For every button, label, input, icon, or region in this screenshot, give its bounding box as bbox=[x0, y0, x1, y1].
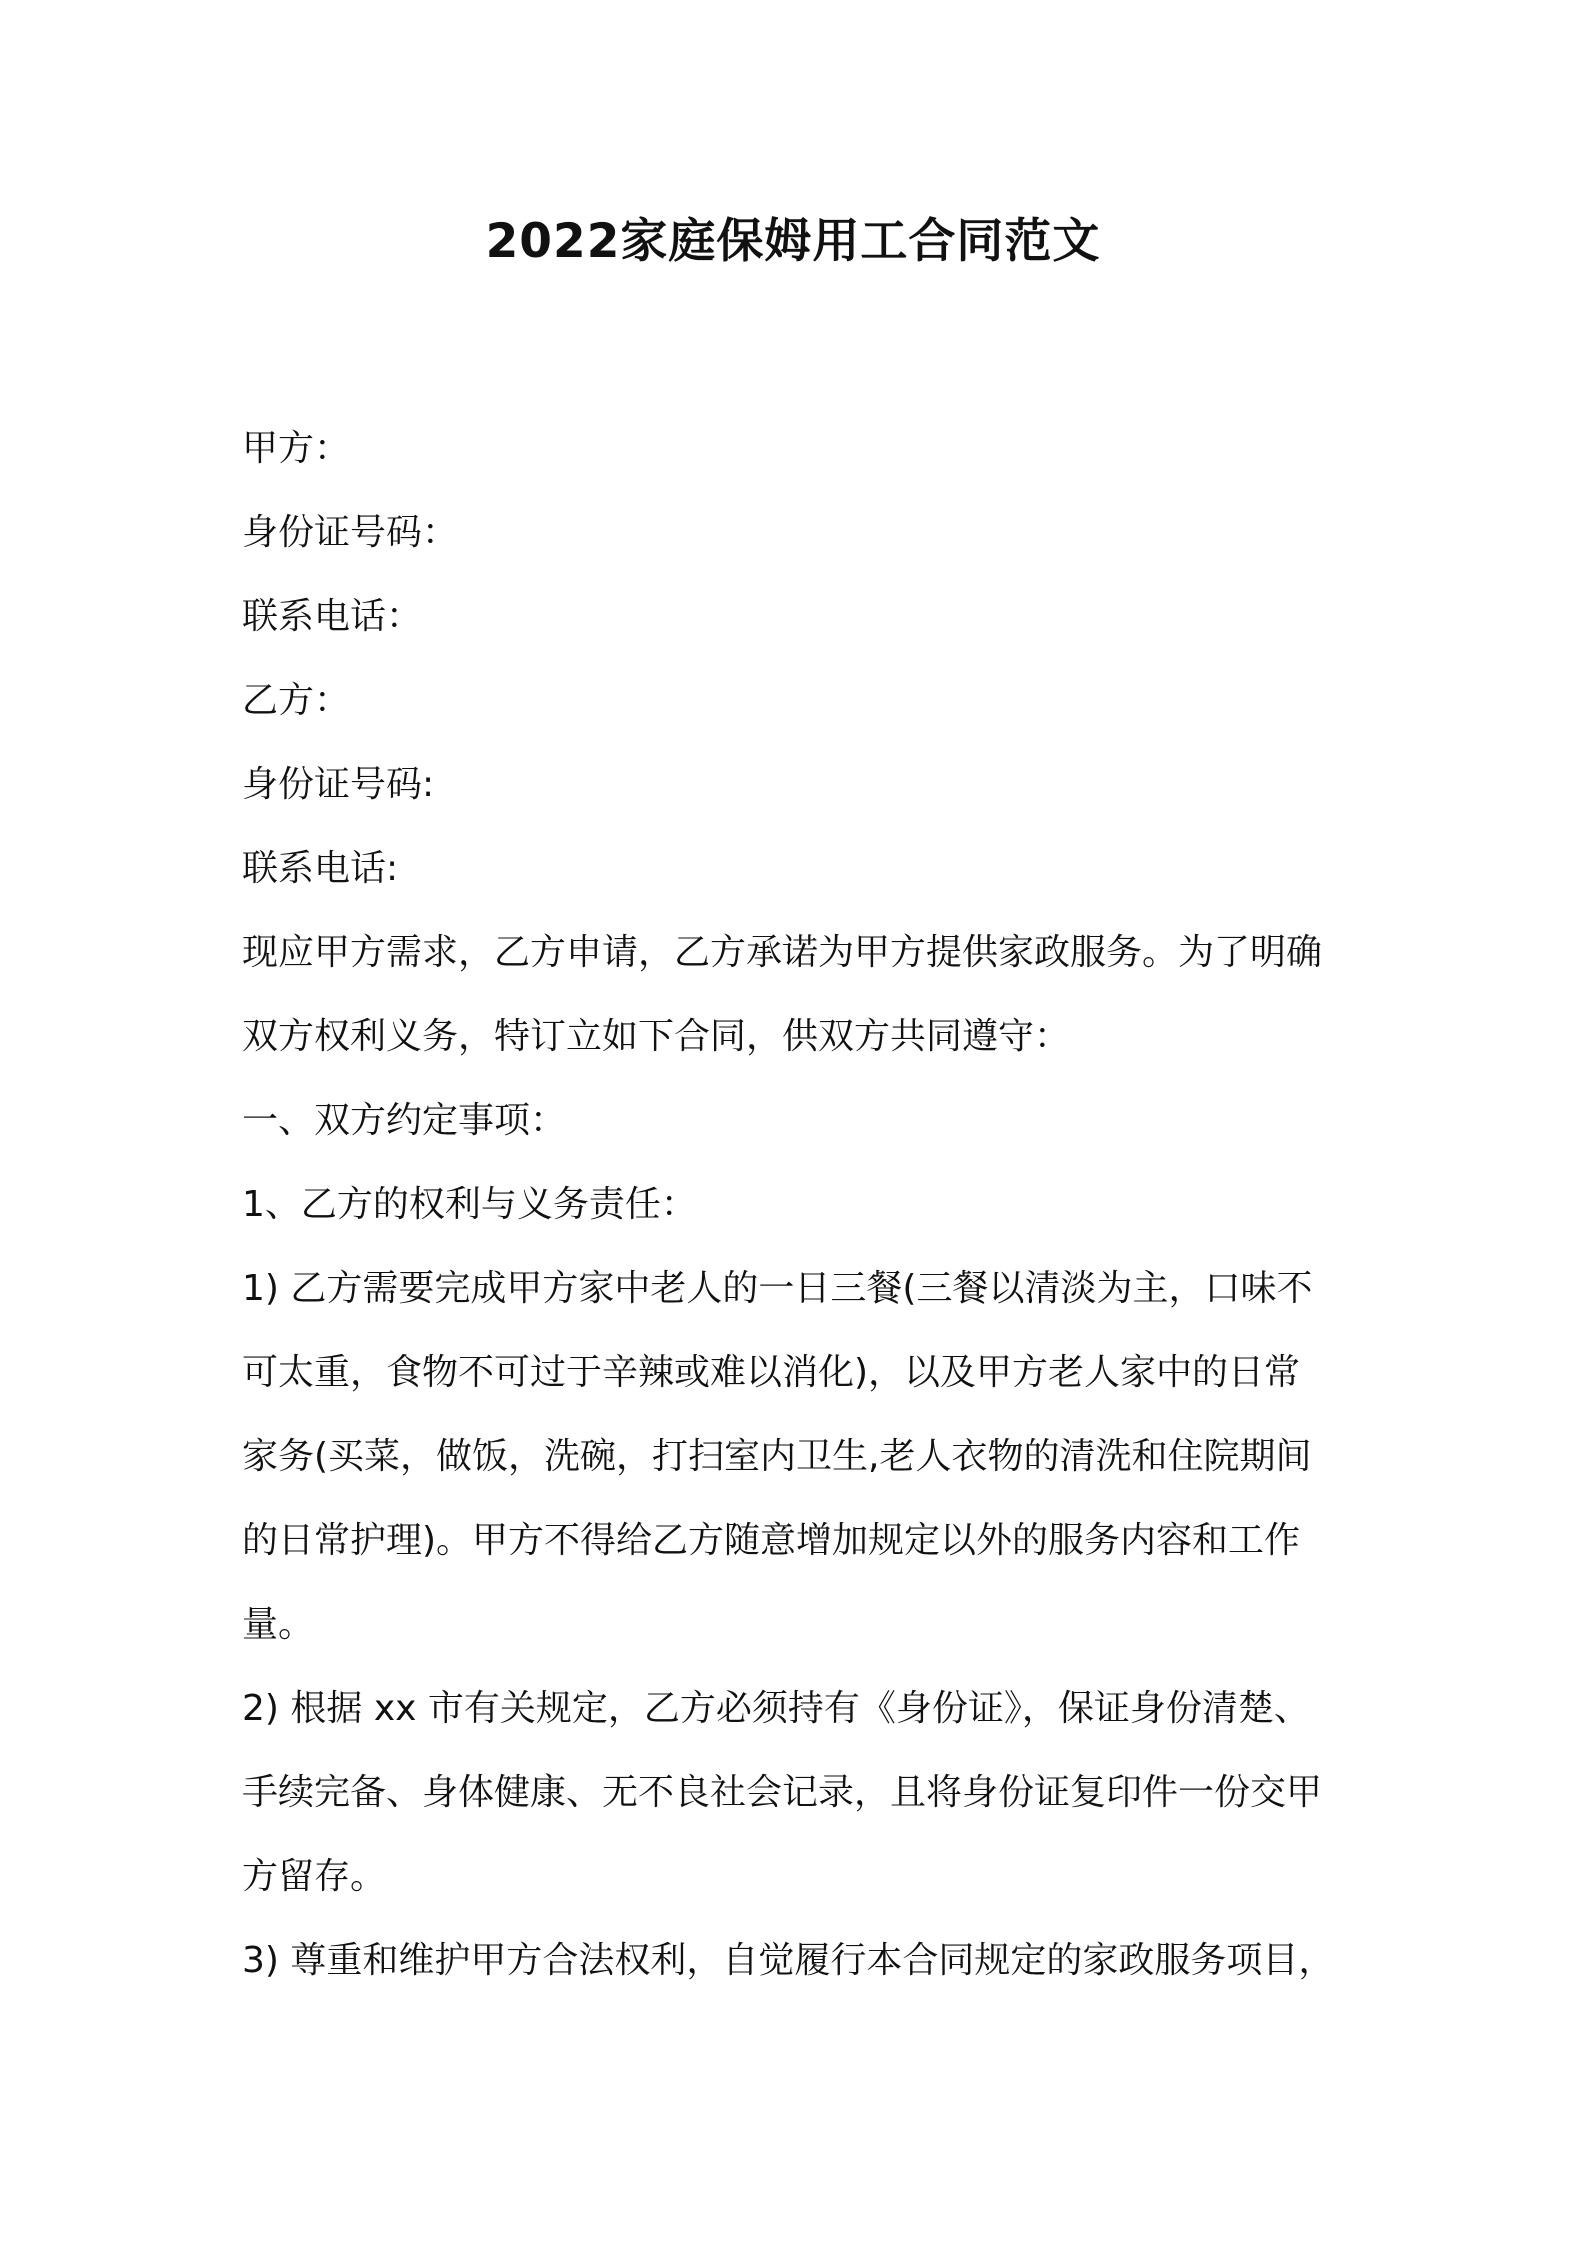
clause-1-line: 的日常护理)。甲方不得给乙方随意增加规定以外的服务内容和工作 bbox=[242, 1520, 1301, 1561]
party-a-line: 甲方： bbox=[242, 428, 351, 469]
clause-1-line: 量。 bbox=[242, 1604, 315, 1645]
clause-1-line: 可太重，食物不可过于辛辣或难以消化)，以及甲方老人家中的日常 bbox=[242, 1352, 1301, 1393]
document-title: 2022家庭保姆用工合同范文 bbox=[485, 214, 1101, 269]
clause-2-line: 2) 根据 xx 市有关规定，乙方必须持有《身份证》，保证身份清楚、 bbox=[242, 1688, 1310, 1729]
subsection-heading: 1、乙方的权利与义务责任： bbox=[242, 1184, 697, 1225]
party-b-phone-line: 联系电话: bbox=[242, 848, 399, 889]
party-b-id-line: 身份证号码: bbox=[242, 764, 435, 805]
clause-1-line: 家务(买菜，做饭，洗碗，打扫室内卫生,老人衣物的清洗和住院期间 bbox=[242, 1436, 1312, 1477]
party-a-id-line: 身份证号码： bbox=[242, 512, 459, 553]
clause-2-line: 手续完备、身体健康、无不良社会记录，且将身份证复印件一份交甲 bbox=[242, 1772, 1323, 1813]
section-heading: 一、双方约定事项： bbox=[242, 1100, 567, 1141]
clause-3-line: 3) 尊重和维护甲方合法权利，自觉履行本合同规定的家政服务项目， bbox=[242, 1940, 1335, 1981]
intro-paragraph-line: 现应甲方需求，乙方申请，乙方承诺为甲方提供家政服务。为了明确 bbox=[242, 932, 1323, 973]
clause-2-line: 方留存。 bbox=[242, 1856, 387, 1897]
party-a-phone-line: 联系电话： bbox=[242, 596, 423, 637]
clause-1-line: 1) 乙方需要完成甲方家中老人的一日三餐(三餐以清淡为主，口味不 bbox=[242, 1268, 1313, 1309]
document-body bbox=[242, 407, 1362, 2003]
intro-paragraph-line: 双方权利义务，特订立如下合同，供双方共同遵守： bbox=[242, 1016, 1071, 1057]
party-b-line: 乙方： bbox=[242, 680, 351, 721]
